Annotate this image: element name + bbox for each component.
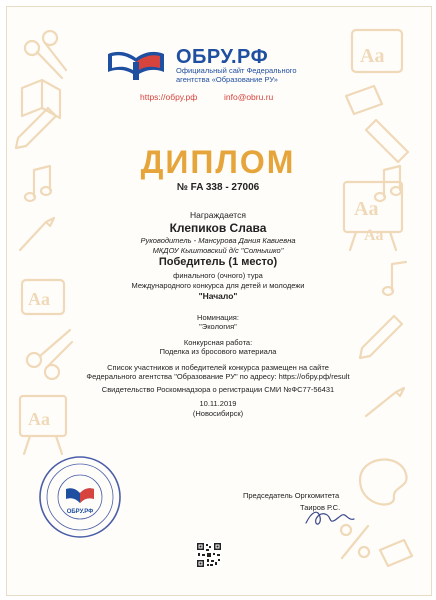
- site-email-link[interactable]: info@obru.ru: [224, 92, 274, 102]
- svg-text:Aa: Aa: [360, 45, 385, 67]
- list-note-line2: Федерального агентства "Образование РУ" по адресу: https://обру.рф/result: [86, 372, 350, 381]
- site-url-link[interactable]: https://обру.рф: [140, 92, 198, 102]
- work-value: Поделка из бросового материала: [159, 347, 277, 356]
- signature-name: Таиров Р.С.: [300, 503, 341, 512]
- obru-logo-icon: [104, 44, 170, 84]
- round-text: финального (очного) тура: [173, 271, 263, 280]
- site-tagline: Официальный сайт Федерального агентства «Образование РУ»: [176, 66, 297, 84]
- work-label: Конкурсная работа:: [183, 338, 253, 347]
- svg-text:Aa: Aa: [28, 289, 50, 309]
- recipient-name: Клепиков Слава: [169, 221, 267, 235]
- contest-text: Международного конкурса для детей и молодежи: [131, 281, 305, 290]
- svg-text:Aa: Aa: [364, 227, 384, 244]
- place-award: Победитель (1 место): [158, 256, 278, 268]
- registration-note: Свидетельство Роскомнадзора о регистрации СМИ №ФС77-56431: [101, 385, 335, 394]
- qr-code-icon[interactable]: [196, 542, 222, 568]
- supervisor: Руководитель - Мансурова Дания Кавиевна: [140, 236, 296, 245]
- eraser-icon: [380, 540, 412, 566]
- institution: МКДОУ Кыштовский д/с "Солнышко": [152, 246, 284, 255]
- diploma-number: № FA 338 - 27006: [176, 182, 260, 193]
- awarded-label: Награждается: [190, 210, 246, 220]
- diploma-title: ДИПЛОМ: [140, 144, 296, 180]
- scissors-icon: [25, 31, 66, 78]
- nomination-value: "Экология": [199, 322, 237, 331]
- signature-title: Председатель Оргкомитета: [243, 491, 340, 500]
- issue-city: (Новосибирск): [192, 409, 244, 418]
- svg-text:Aa: Aa: [354, 198, 379, 220]
- contest-name: "Начало": [198, 291, 238, 301]
- site-name: ОБРУ.РФ: [176, 46, 269, 68]
- palette-icon: [360, 460, 407, 505]
- eraser-icon: [346, 86, 382, 114]
- svg-text:Aa: Aa: [28, 409, 50, 429]
- book-icon: [22, 80, 60, 118]
- nomination-label: Номинация:: [197, 313, 239, 322]
- issue-date: 10.11.2019: [199, 399, 237, 408]
- official-stamp-icon: [38, 455, 122, 539]
- handwritten-signature-icon: [302, 505, 358, 531]
- list-note-line1: Список участников и победителей конкурса размещен на сайте: [107, 363, 329, 372]
- stamp-text: ОБРУ.РФ: [66, 509, 94, 515]
